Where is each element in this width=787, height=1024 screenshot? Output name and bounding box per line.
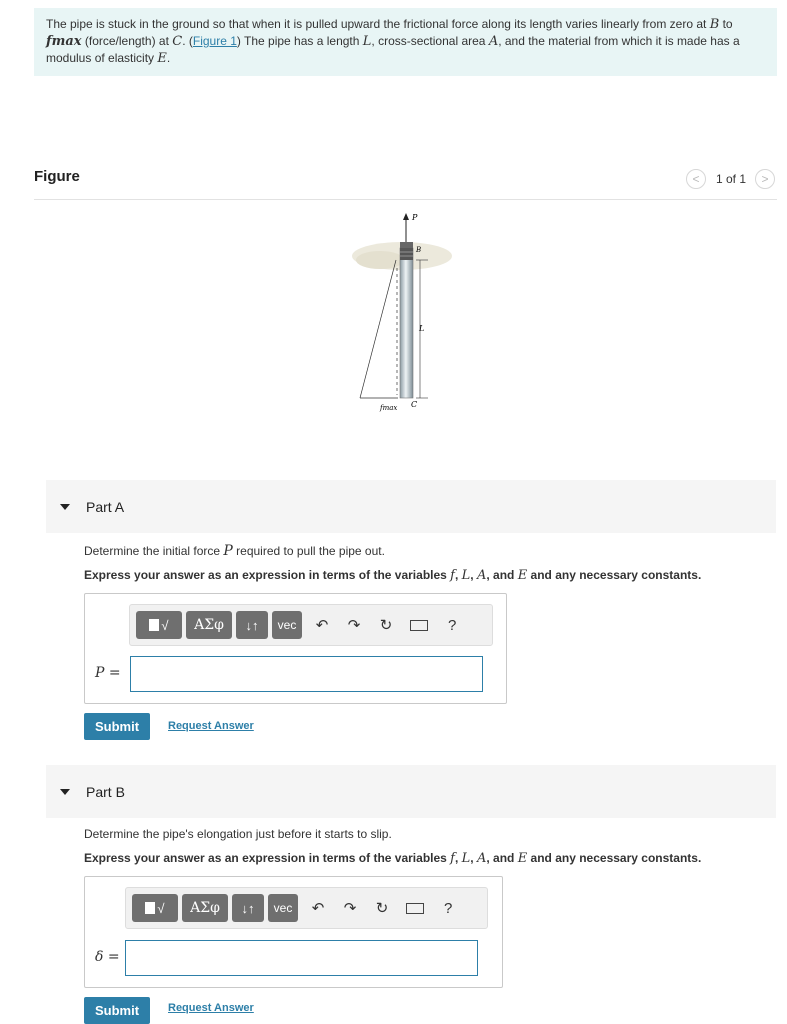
instr-text: Express your answer as an expression in terms of the variables — [84, 851, 451, 865]
instr-text: and any necessary constants. — [527, 568, 702, 582]
templates-button[interactable] — [136, 611, 182, 639]
greek-label: ΑΣφ — [190, 900, 220, 916]
redo-icon[interactable]: ↷ — [343, 900, 357, 917]
intro-text: to — [719, 17, 733, 31]
figure-title: Figure — [34, 168, 80, 185]
part-a-instructions: Express your answer as an expression in terms of the variables f, L, A, and E and any necessary constants. — [84, 568, 702, 583]
radical-icon: √ — [157, 900, 165, 916]
subscript-button[interactable] — [232, 894, 264, 922]
part-b-instructions: Express your answer as an expression in terms of the variables f, L, A, and E and any necessary constants. — [84, 851, 702, 866]
part-b-header[interactable] — [46, 765, 776, 818]
subscript-button[interactable] — [236, 611, 268, 639]
part-a-answer-box — [84, 593, 507, 704]
pipe-head — [400, 248, 413, 260]
pipe-cap — [400, 242, 413, 248]
answer-input-delta[interactable] — [125, 940, 478, 976]
caret-down-icon — [60, 789, 70, 795]
help-icon[interactable]: ? — [448, 616, 457, 634]
greek-button[interactable] — [182, 894, 228, 922]
intro-text: , cross-sectional area — [371, 34, 489, 48]
problem-statement — [34, 8, 777, 76]
intro-text: The pipe is stuck in the ground so that when it is pulled upward the frictional force along its length varies linearly from zero at — [46, 17, 710, 31]
reset-icon[interactable]: ↻ — [379, 617, 393, 634]
question-text: Determine the initial force — [84, 544, 224, 558]
figure-link[interactable]: Figure 1 — [192, 34, 237, 48]
var-a: A — [476, 851, 487, 866]
pipe-figure[interactable] — [340, 208, 470, 418]
label-l: L — [419, 324, 425, 333]
box-icon — [145, 902, 155, 914]
keyboard-icon[interactable] — [406, 903, 424, 914]
var-f: f — [450, 568, 455, 583]
intro-text: ) The pipe has a length — [236, 34, 363, 48]
caret-down-icon — [60, 504, 70, 510]
label-p: P — [412, 213, 418, 222]
figure-count: 1 of 1 — [715, 172, 746, 186]
updown-icon: ↓↑ — [245, 617, 259, 633]
ground-shape — [356, 251, 404, 269]
request-answer-link[interactable]: Request Answer — [168, 1002, 254, 1014]
answer-label-delta: δ = — [95, 949, 120, 965]
math-toolbar — [129, 604, 493, 646]
var-b: B — [709, 17, 720, 32]
var-a: A — [476, 568, 487, 583]
part-a-header[interactable] — [46, 480, 776, 533]
greek-label: ΑΣφ — [194, 617, 224, 633]
chevron-left-icon: < — [692, 172, 700, 186]
divider — [34, 199, 777, 200]
instr-text: Express your answer as an expression in terms of the variables — [84, 568, 451, 582]
submit-button[interactable]: Submit — [84, 713, 150, 740]
label-b: B — [416, 246, 422, 254]
greek-button[interactable] — [186, 611, 232, 639]
undo-icon[interactable]: ↶ — [315, 617, 329, 634]
math-toolbar — [125, 887, 488, 929]
part-a-question — [84, 543, 385, 559]
instr-text: and any necessary constants. — [527, 851, 702, 865]
var-l: L — [461, 851, 471, 866]
var-a: A — [488, 34, 499, 49]
submit-button[interactable]: Submit — [84, 997, 150, 1024]
reset-icon[interactable]: ↻ — [375, 900, 389, 917]
var-e: E — [157, 51, 167, 66]
intro-text: (force/length) at — [81, 34, 173, 48]
radical-icon: √ — [161, 617, 169, 633]
updown-icon: ↓↑ — [241, 900, 255, 916]
arrowhead-icon — [403, 213, 409, 220]
var-l: L — [461, 568, 471, 583]
prev-figure-button[interactable] — [686, 169, 706, 189]
var-c: C — [172, 34, 183, 49]
var-p: P — [223, 543, 233, 559]
figure-pager — [686, 168, 775, 190]
intro-text: . — [166, 51, 171, 65]
part-b-label: Part B — [86, 783, 125, 800]
part-b-answer-box — [84, 876, 503, 988]
next-figure-button[interactable] — [755, 169, 775, 189]
intro-text: , and the material from which it is made has a modulus of elasticity — [46, 34, 740, 65]
var-f: f — [450, 851, 455, 866]
pipe-body — [400, 248, 413, 398]
undo-icon[interactable]: ↶ — [311, 900, 325, 917]
keyboard-icon[interactable] — [410, 620, 428, 631]
redo-icon[interactable]: ↷ — [347, 617, 361, 634]
intro-text: . ( — [182, 34, 193, 48]
var-l: L — [362, 34, 372, 49]
vector-button[interactable] — [272, 611, 302, 639]
label-c: C — [411, 400, 418, 409]
part-a-label: Part A — [86, 498, 125, 515]
answer-input-p[interactable] — [130, 656, 483, 692]
help-icon[interactable]: ? — [444, 899, 453, 917]
templates-button[interactable] — [132, 894, 178, 922]
chevron-right-icon: > — [761, 172, 769, 186]
answer-label-p: P = — [95, 665, 121, 681]
vector-button[interactable] — [268, 894, 298, 922]
label-fmax: fmax — [380, 404, 398, 412]
var-e: E — [517, 851, 528, 866]
load-triangle-edge — [360, 260, 396, 398]
var-fmax: fmax — [46, 34, 82, 49]
part-b-question: Determine the pipe's elongation just before it starts to slip. — [84, 827, 392, 841]
box-icon — [149, 619, 159, 631]
var-e: E — [517, 568, 528, 583]
vec-label: vec — [277, 618, 297, 632]
question-text: required to pull the pipe out. — [232, 544, 385, 558]
request-answer-link[interactable]: Request Answer — [168, 720, 254, 732]
vec-label: vec — [273, 901, 293, 915]
